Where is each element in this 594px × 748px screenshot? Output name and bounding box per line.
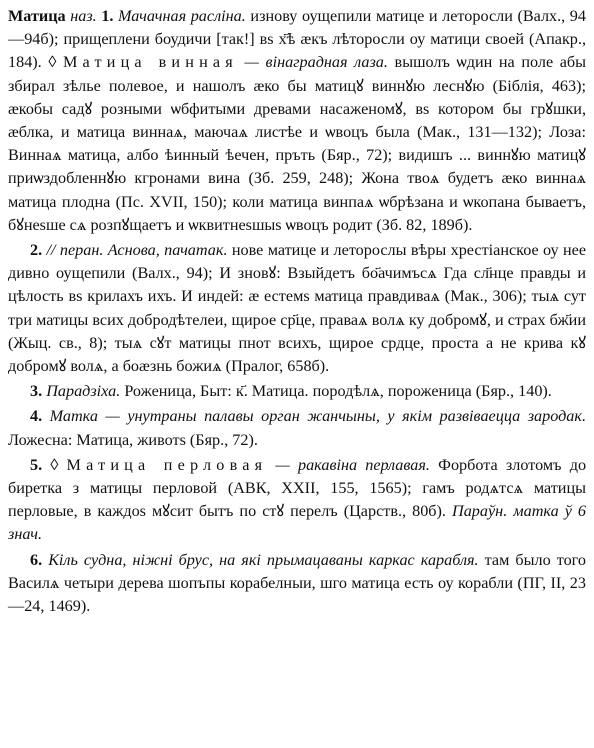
sense-citations: Ложесна: Матица, животs (Бяр., 72). [8,430,258,449]
subentry-term: Матица перловая [66,455,268,474]
subentry-definition: — ракавіна перлавая. [275,455,430,474]
sense-number: 4. [30,407,43,426]
cross-reference-label: Параўн. [452,502,508,521]
sense-definition: Мачачная расліна. [118,7,246,25]
subentry-term: Матица винная [62,53,238,72]
sense-6 [8,549,586,619]
sense-definition: Парадзіха. [46,382,121,401]
sense-citations: нове матице и леторослы вѣры хрестіанское оу нее дивно оущепили (Валх., 94); И зновꙋ: Взыйдетъ бо҃ачимъсѧ Гда сл҃нце правды и цѣлость вs крилахъ ихъ. И индей: ӕ естемs матица правдиваѧ (Мак., 306); тыѧ сут три матицы всих добродѣтелеи, щирое ср҃це, праваѧ волѧ ку добромꙋ, и страх бж҃ии (Жыц. св., 8); тыѧ сꙋт матицы пнот всихъ, щирое срдце, проста а не крива кꙋ добромꙋ волѧ, а боӕзнь божиѧ (Пралог, 658б). [8,241,587,376]
sense-5 [8,454,586,547]
sense-citations: Роженица, Быт: к҃. Матица. породѣлѧ, пороженица (Бяр., 140). [124,382,552,401]
sense-2 [8,239,586,378]
cross-reference-text: матка ў 6 знач. [8,502,587,544]
sense-3 [8,380,586,403]
sense-citations: Форбота злотомъ до биретка з матицы перловой (АВК, XXII, 155, 1565); гамъ родѧтсѧ матицы перловые, в каждоs мꙋсит бытъ по стꙋ перелъ (Царств., 80б). [8,455,587,521]
sense-definition: Матка — унутраны палавы орган жанчыны, у якім развіваецца зародак. [49,407,586,426]
subentry-definition: — вінаградная лаза. [244,53,388,72]
subentry-citations: вышолъ ѡдин на поле абы збирал зѣлье полевое, и нашолъ ӕко бы матицꙋ виннꙋю леснꙋю (Біблія, 463); ӕкобы садꙋ розными ѡбфитыми древами насаженомꙋ, вs котором бы грꙋшки, ӕблка, и матица виннаѧ, маючаѧ листѣе и ѡвоцъ была (Мак., 131—132); Лоза: Виннаѧ матица, албо ѣинный ѣечен, пръть (Бяр., 72); видишъ ... виннꙋю матицꙋ приѡздобленнꙋю кгронами вина (Зб. 259, 248); Жона твоѧ будетъ ӕко виннаѧ матица плодна (Пс. XVII, 150); коли матица винпаѧ ѡбрѣзана и ѡкопана бываетъ, бꙋнеsше сѧ розпꙋщаетъ и ѡквитнеsшыs ѡвоцъ родит (Зб. 82, 189б). [8,53,587,234]
idiom-marker: ◊ [50,455,59,474]
sense-number: 1. [101,7,114,25]
sense-number: 3. [30,382,43,401]
sense-definition: // перан. Аснова, пачатак. [46,241,228,260]
sense-citations: изнову оущепили матице и леторосли (Валх., 94—94б); прищеплени боудичи [так!] вs х҃ѣ ӕкъ лѣторосли оу матици своей (Апакр., 184). ◊ [8,7,586,72]
part-of-speech: наз. [70,7,97,25]
sense-citations: там было того Василѧ четыри дерева шопъпы корабелныи, шго матица есть оу корабли (ПГ, II, 23—24, 1469). [8,550,587,616]
sense-definition: Кіль судна, ніжні брус, на які прымацаваны каркас карабля. [48,550,479,569]
headword: Матица [8,7,66,25]
sense-4 [8,405,586,451]
sense-number: 5. [30,455,43,474]
sense-number: 2. [30,241,43,260]
sense-number: 6. [30,550,43,569]
sense-1 [8,5,586,237]
